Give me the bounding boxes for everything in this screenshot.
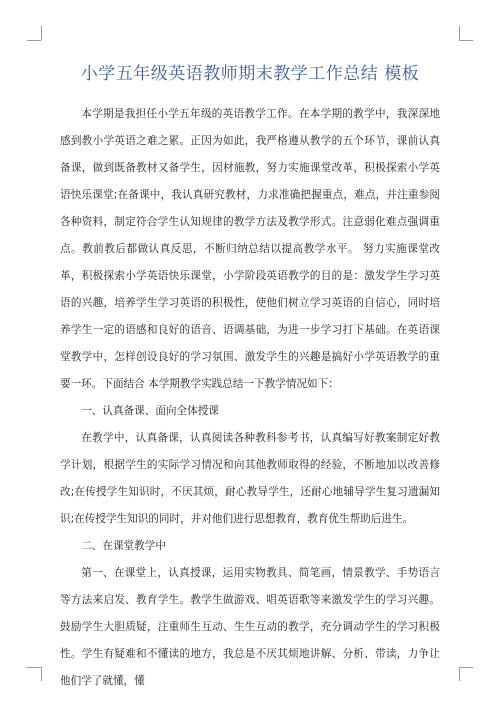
crop-mark-bottom-left-h [27,667,41,668]
paragraph-section-1: 在教学中，认真备课，认真阅读各种教科参考书，认真编写好教案制定好教学计划，根据学生的实际学习情况和向其他教师取得的经验，不断地加以改善修改;在传授学生知识时，不厌其烦，耐心教导学生，还耐心地辅导学生复习遗漏知识;在传授学生知识的同时，并对他们进行思想教育，教育优生帮助后进生。 [60,432,440,525]
crop-mark-bottom-right-v [459,667,460,681]
crop-mark-top-right-h [459,40,473,41]
paragraph-intro: 本学期是我担任小学五年级的英语教学工作。在本学期的教学中，我深深地感到教小学英语之难之累。正因为如此，我严格遵从教学的五个环节，课前认真备课，做到既备教材又备学生，因材施教，努力实施课堂改革，积极探索小学英语快乐课堂;在备课中，我认真研究教材，力求准确把握重点，难点，并注重参阅各种资料，制定符合学生认知规律的教学方法及教学形式。注意弱化难点强调重点。教前教后都做认真反思，不断归纳总结以提高教学水平。 努力实施课堂改革，积极探索小学英语快乐课堂，小学阶段英语教学的目的是：激发学生学习英语的兴趣，培养学生学习英语的积极性，使他们树立学习英语的自信心，同时培养学生一定的语感和良好的语音、语调基础，为进一步学习打下基础。在英语课堂教学中，怎样创设良好的学习氛围、激发学生的兴趣是搞好小学英语教学的重要一环。下面结合 本学期教学实践总结一下教学情况如下： [60,108,440,390]
crop-mark-top-right-v [459,26,460,40]
paragraph-section-2: 第一、在课堂上，认真授课，运用实物教具、简笔画，情景教学、手势语言等方法来启发、教育学生。教学生做游戏、唱英语歌等来激发学生的学习兴趣。鼓励学生大胆质疑，注重师生互动、生生互动的教学，充分调动学生的学习积极性。学生有疑难和不懂读的地方，我总是不厌其烦地讲解、分析、带读，力争让他们学了就懂，懂 [60,567,440,687]
crop-mark-top-left-h [27,40,41,41]
document-body [60,101,440,695]
crop-mark-bottom-right-h [459,667,473,668]
crop-mark-bottom-left-v [41,667,42,681]
section-heading-2: 二、在课堂教学中 [81,540,166,552]
section-heading-1: 一、认真备课、面向全体授课 [81,405,219,417]
document-title: 小学五年级英语教师期末教学工作总结 模板 [80,64,420,84]
crop-mark-top-left-v [41,26,42,40]
